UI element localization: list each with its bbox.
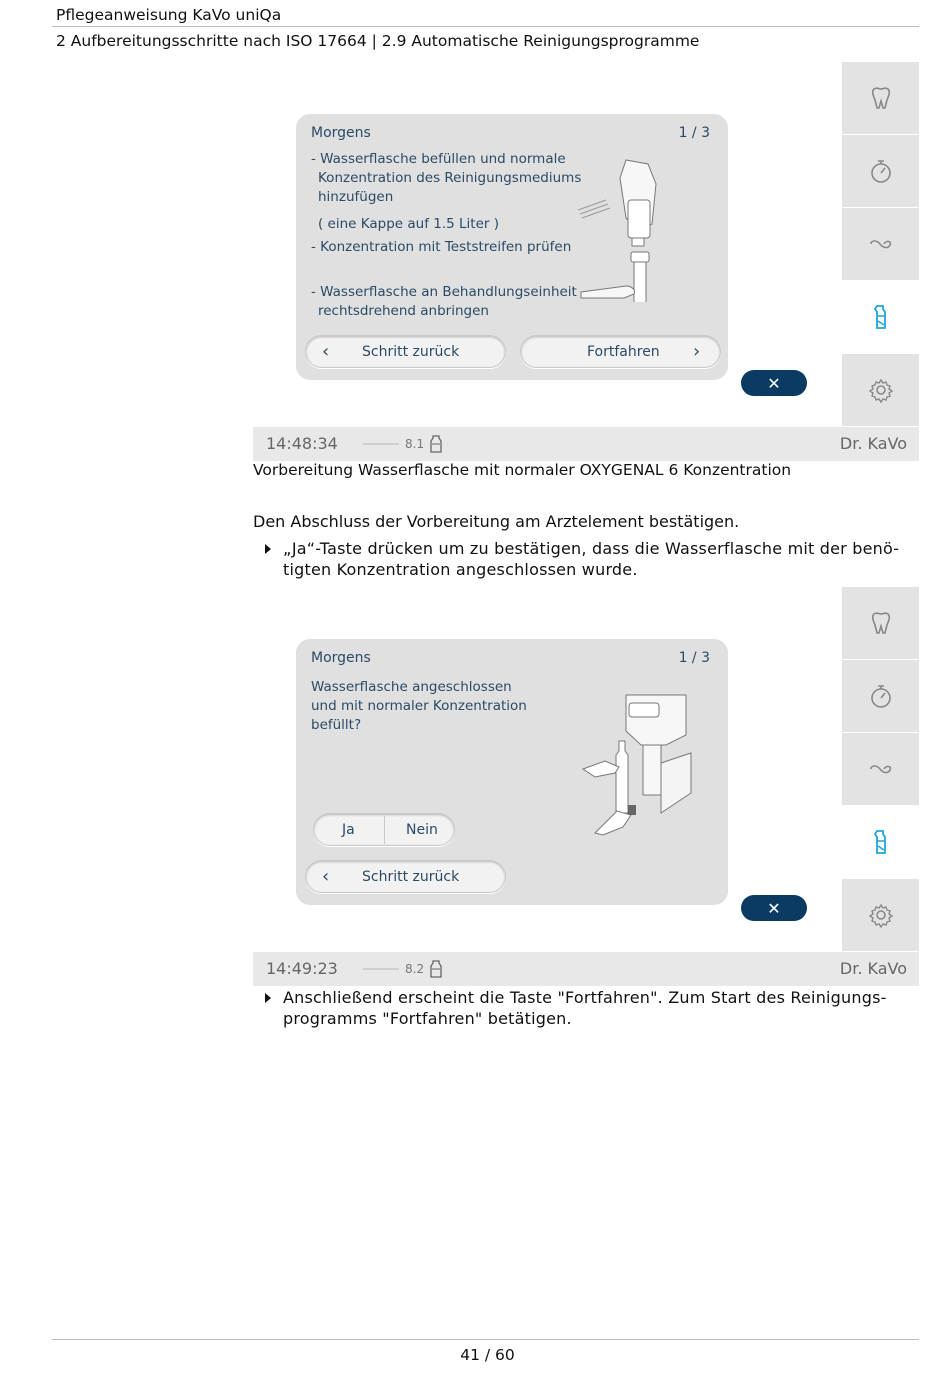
version-number: 8.1 <box>405 437 425 451</box>
instruction-line: - Wasserflasche an Behandlungseinheit <box>311 284 577 300</box>
bottle-icon <box>429 960 443 978</box>
user-name: Dr. KaVo <box>839 434 907 453</box>
sidebar-item-treatment[interactable] <box>842 587 919 659</box>
instruction-line: hinzufügen <box>318 189 394 205</box>
close-icon: ✕ <box>767 373 781 393</box>
question-line: Wasserflasche angeschlossen <box>311 679 512 695</box>
footer-divider <box>52 1339 919 1340</box>
yes-no-toggle <box>313 813 455 846</box>
chevron-left-icon: ‹ <box>322 341 330 362</box>
step-counter: 1 / 3 <box>678 125 710 141</box>
confirmation-dialog <box>296 639 728 905</box>
instruction-line: Konzentration des Reinigungsmediums <box>318 170 582 186</box>
list-item-text: tigten Konzentration angeschlossen wurde. <box>283 560 638 579</box>
back-button-label: Schritt zurück <box>362 869 460 885</box>
close-button[interactable] <box>741 895 807 921</box>
user-name: Dr. KaVo <box>839 959 907 978</box>
status-divider <box>363 968 399 970</box>
header-divider <box>52 26 919 27</box>
sidebar-item-cleaning[interactable] <box>842 281 919 353</box>
bottle-icon <box>429 435 443 453</box>
figure-caption: Vorbereitung Wasserflasche mit normaler OXYGENAL 6 Konzentration <box>253 461 792 479</box>
screenshot-step-1 <box>253 62 919 453</box>
sidebar-item-timer[interactable] <box>842 135 919 207</box>
status-bar <box>253 952 919 986</box>
no-button[interactable]: Nein <box>406 822 438 838</box>
sidebar-item-hygiene-cycle[interactable] <box>842 208 919 280</box>
cleaning-dialog <box>296 114 728 380</box>
clock: 14:49:23 <box>266 959 338 978</box>
instruction-line: rechtsdrehend anbringen <box>318 303 489 319</box>
gear-icon <box>867 901 895 929</box>
bullet-arrow-icon <box>265 993 271 1003</box>
back-button-label: Schritt zurück <box>362 344 460 360</box>
back-button[interactable] <box>305 335 506 368</box>
sidebar-item-settings[interactable] <box>842 354 919 426</box>
step-counter: 1 / 3 <box>678 650 710 666</box>
screenshot-step-2 <box>253 587 919 978</box>
list-item <box>265 987 919 1029</box>
sidebar-item-settings[interactable] <box>842 879 919 951</box>
status-divider <box>363 443 399 445</box>
list-item-text: „Ja“-Taste drücken um zu bestätigen, dass die Wasserflasche mit der benö- <box>283 539 900 558</box>
page-number: 41 / 60 <box>460 1346 515 1364</box>
close-button[interactable] <box>741 370 807 396</box>
sidebar-item-treatment[interactable] <box>842 62 919 134</box>
infinity-icon <box>867 755 895 783</box>
version-number: 8.2 <box>405 962 425 976</box>
bottle-icon <box>867 828 895 856</box>
stopwatch-icon <box>867 157 895 185</box>
bullet-arrow-icon <box>265 544 271 554</box>
instruction-line: - Konzentration mit Teststreifen prüfen <box>311 239 572 255</box>
bottle-icon <box>867 303 895 331</box>
tooth-icon <box>867 609 895 637</box>
status-bar <box>253 427 919 461</box>
toggle-divider <box>384 816 385 844</box>
sidebar <box>842 587 919 952</box>
bottle-filling-illustration <box>576 152 676 302</box>
sidebar-item-hygiene-cycle[interactable] <box>842 733 919 805</box>
list-item-text: programms "Fortfahren" betätigen. <box>283 1009 572 1028</box>
sidebar-item-timer[interactable] <box>842 660 919 732</box>
section-heading: 2 Aufbereitungsschritte nach ISO 17664 | 2.9 Automatische Reinigungsprogramme <box>56 32 700 50</box>
continue-button[interactable] <box>520 335 721 368</box>
paragraph: Den Abschluss der Vorbereitung am Arztelement bestätigen. <box>253 512 740 531</box>
back-button[interactable] <box>305 860 506 893</box>
chevron-left-icon: ‹ <box>322 866 330 887</box>
gear-icon <box>867 376 895 404</box>
tooth-icon <box>867 84 895 112</box>
instruction-line: ( eine Kappe auf 1.5 Liter ) <box>318 216 500 232</box>
list-item-text: Anschließend erscheint die Taste "Fortfahren". Zum Start des Reinigungs- <box>283 988 887 1007</box>
close-icon: ✕ <box>767 898 781 918</box>
question-line: und mit normaler Konzentration <box>311 698 527 714</box>
list-item <box>265 538 919 580</box>
bottle-attached-illustration <box>581 683 696 843</box>
continue-button-label: Fortfahren <box>587 344 660 360</box>
sidebar <box>842 62 919 427</box>
chevron-right-icon: › <box>693 341 701 362</box>
dialog-title: Morgens <box>311 125 371 141</box>
yes-button[interactable]: Ja <box>342 822 355 838</box>
infinity-icon <box>867 230 895 258</box>
instruction-line: - Wasserflasche befüllen und normale <box>311 151 566 167</box>
sidebar-item-cleaning[interactable] <box>842 806 919 878</box>
question-line: befüllt? <box>311 717 362 733</box>
clock: 14:48:34 <box>266 434 338 453</box>
stopwatch-icon <box>867 682 895 710</box>
dialog-title: Morgens <box>311 650 371 666</box>
document-title: Pflegeanweisung KaVo uniQa <box>56 6 282 24</box>
